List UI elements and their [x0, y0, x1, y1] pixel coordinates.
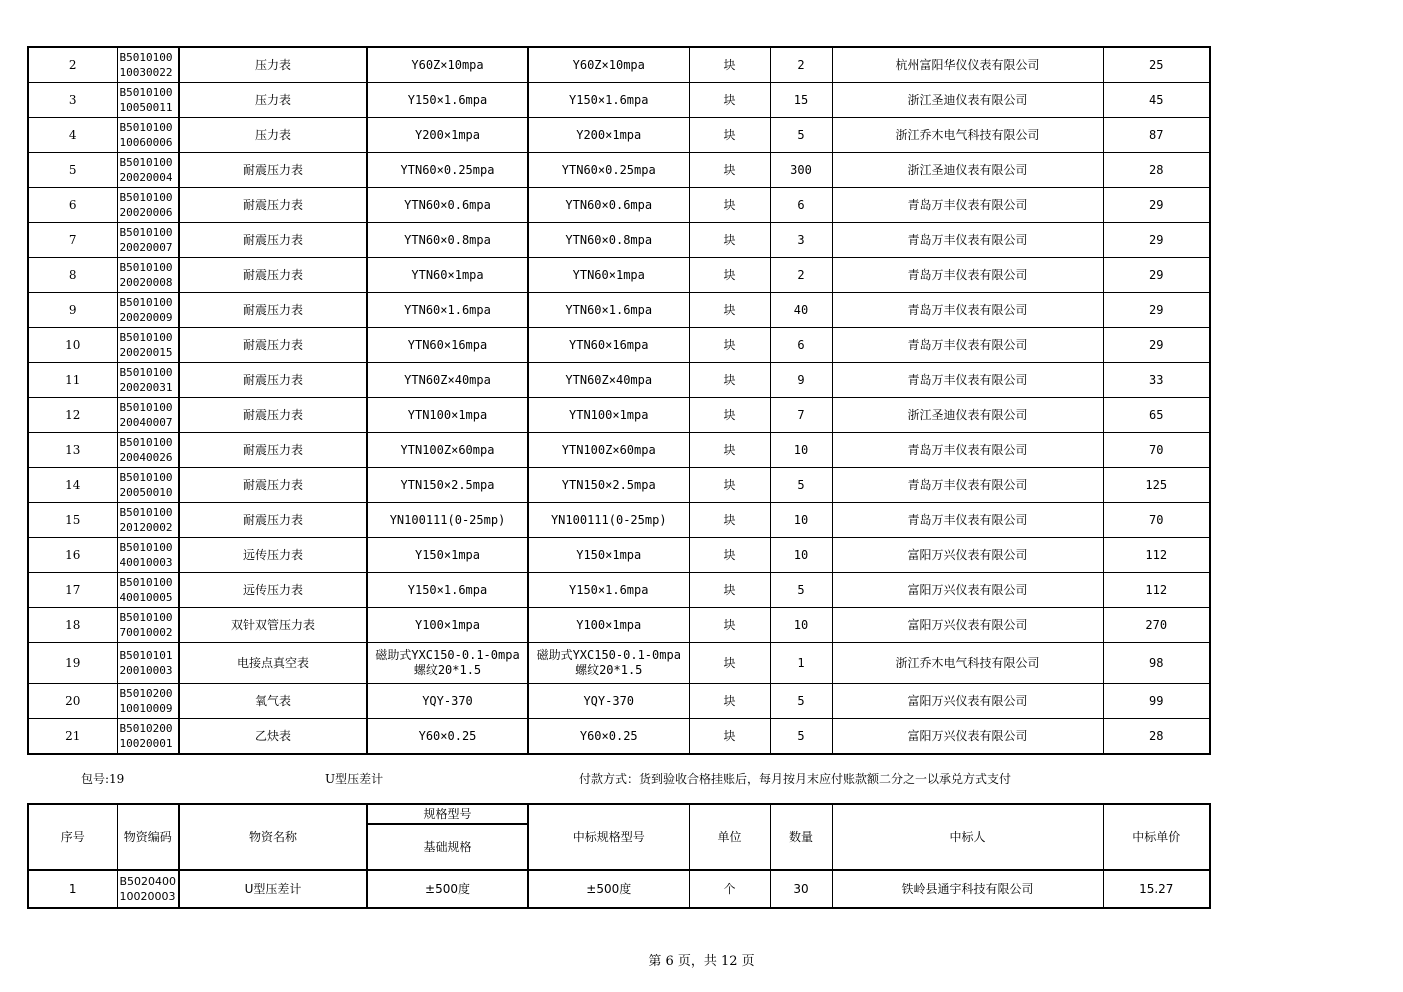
cell-no: 15 — [28, 503, 117, 538]
cell-unit: 块 — [689, 433, 770, 468]
header-qty: 数量 — [770, 804, 832, 870]
cell-qty: 5 — [770, 573, 832, 608]
cell-qty: 5 — [770, 719, 832, 755]
cell-unit: 块 — [689, 719, 770, 755]
cell-name: 耐震压力表 — [179, 153, 367, 188]
cell-code-part1: B5010200 — [119, 722, 173, 735]
cell-spec: YN100111(0-25mp) — [367, 503, 528, 538]
cell-winner: 青岛万丰仪表有限公司 — [832, 223, 1103, 258]
cell-qty: 2 — [770, 258, 832, 293]
cell-code-part1: B5010100 — [119, 121, 173, 134]
cell-spec: Y60Z×10mpa — [367, 47, 528, 83]
cell-code — [117, 258, 179, 293]
cell-qty: 7 — [770, 398, 832, 433]
cell-no: 8 — [28, 258, 117, 293]
cell-code-part1: B5010100 — [119, 296, 173, 309]
cell-qty: 300 — [770, 153, 832, 188]
cell-unit: 块 — [689, 538, 770, 573]
cell-code — [117, 293, 179, 328]
cell-spec: YQY-370 — [367, 684, 528, 719]
cell-price: 70 — [1103, 433, 1210, 468]
cell-winner: 青岛万丰仪表有限公司 — [832, 503, 1103, 538]
cell-name: 乙炔表 — [179, 719, 367, 755]
package-info — [0, 770, 1403, 788]
cell-name: 耐震压力表 — [179, 503, 367, 538]
cell-price: 33 — [1103, 363, 1210, 398]
cell-no: 2 — [28, 47, 117, 83]
cell-unit: 块 — [689, 608, 770, 643]
cell-no: 9 — [28, 293, 117, 328]
cell-code-part2: 20020015 — [119, 346, 173, 359]
cell-bid-spec: YTN100×1mpa — [528, 398, 689, 433]
cell-no: 17 — [28, 573, 117, 608]
cell-code-part1: B5010100 — [119, 366, 173, 379]
cell-unit: 块 — [689, 118, 770, 153]
cell-qty: 5 — [770, 684, 832, 719]
cell-name: 耐震压力表 — [179, 258, 367, 293]
cell-unit: 块 — [689, 47, 770, 83]
cell-price: 28 — [1103, 153, 1210, 188]
table-row — [28, 870, 1210, 908]
cell-code-part2: 10050011 — [119, 101, 173, 114]
cell-unit: 块 — [689, 153, 770, 188]
cell-code-part1: B5010100 — [119, 156, 173, 169]
cell-qty: 10 — [770, 503, 832, 538]
cell-no: 21 — [28, 719, 117, 755]
cell-spec: YTN60×16mpa — [367, 328, 528, 363]
cell-code — [117, 573, 179, 608]
cell-code-part2: 40010005 — [119, 591, 173, 604]
cell-spec: Y150×1mpa — [367, 538, 528, 573]
cell-winner: 富阳万兴仪表有限公司 — [832, 684, 1103, 719]
cell-price: 29 — [1103, 328, 1210, 363]
cell-unit: 块 — [689, 258, 770, 293]
cell-code — [117, 188, 179, 223]
header-no: 序号 — [28, 804, 117, 870]
header-price: 中标单价 — [1103, 804, 1210, 870]
cell-winner: 青岛万丰仪表有限公司 — [832, 258, 1103, 293]
cell-code — [117, 468, 179, 503]
cell-unit: 个 — [689, 870, 770, 908]
bid-results-table — [27, 46, 1211, 755]
cell-code-part1: B5010100 — [119, 506, 173, 519]
cell-no: 13 — [28, 433, 117, 468]
cell-winner: 富阳万兴仪表有限公司 — [832, 573, 1103, 608]
cell-code-part2: 10020003 — [119, 890, 176, 903]
cell-winner: 铁岭县通宇科技有限公司 — [832, 870, 1103, 908]
cell-price: 112 — [1103, 538, 1210, 573]
cell-bid-spec: 磁助式YXC150-0.1-0mpa 螺纹20*1.5 — [528, 643, 689, 684]
cell-code — [117, 398, 179, 433]
cell-code — [117, 433, 179, 468]
cell-code-part1: B5010100 — [119, 576, 173, 589]
cell-winner: 浙江乔木电气科技有限公司 — [832, 643, 1103, 684]
cell-price: 270 — [1103, 608, 1210, 643]
header-spec-group: 规格型号 — [367, 804, 528, 824]
table-row — [28, 293, 1210, 328]
cell-code-part1: B5010100 — [119, 401, 173, 414]
package-19-table — [27, 803, 1211, 909]
cell-bid-spec: Y150×1mpa — [528, 538, 689, 573]
cell-spec: YTN100Z×60mpa — [367, 433, 528, 468]
cell-unit: 块 — [689, 503, 770, 538]
cell-unit: 块 — [689, 293, 770, 328]
cell-no: 11 — [28, 363, 117, 398]
cell-winner: 青岛万丰仪表有限公司 — [832, 188, 1103, 223]
cell-bid-spec: YTN60×1mpa — [528, 258, 689, 293]
cell-no: 7 — [28, 223, 117, 258]
cell-code-part1: B5010200 — [119, 687, 173, 700]
cell-code — [117, 328, 179, 363]
cell-no: 18 — [28, 608, 117, 643]
table-row — [28, 188, 1210, 223]
cell-unit: 块 — [689, 643, 770, 684]
package-name: U型压差计 — [325, 772, 384, 786]
table-row — [28, 468, 1210, 503]
cell-bid-spec: YTN60×16mpa — [528, 328, 689, 363]
cell-code — [117, 608, 179, 643]
cell-code — [117, 153, 179, 188]
cell-code — [117, 47, 179, 83]
cell-winner: 浙江乔木电气科技有限公司 — [832, 118, 1103, 153]
cell-unit: 块 — [689, 328, 770, 363]
cell-unit: 块 — [689, 398, 770, 433]
cell-code-part1: B5010100 — [119, 86, 173, 99]
table-header-row — [28, 804, 1210, 824]
cell-winner: 青岛万丰仪表有限公司 — [832, 433, 1103, 468]
table-row — [28, 398, 1210, 433]
table-row — [28, 643, 1210, 684]
table-row — [28, 47, 1210, 83]
cell-no: 4 — [28, 118, 117, 153]
cell-code-part2: 20020007 — [119, 241, 173, 254]
cell-price: 125 — [1103, 468, 1210, 503]
cell-qty: 5 — [770, 118, 832, 153]
cell-spec: Y200×1mpa — [367, 118, 528, 153]
cell-bid-spec: Y60×0.25 — [528, 719, 689, 755]
cell-price: 87 — [1103, 118, 1210, 153]
cell-name: 压力表 — [179, 118, 367, 153]
cell-code — [117, 870, 179, 908]
cell-name: 压力表 — [179, 47, 367, 83]
cell-qty: 6 — [770, 188, 832, 223]
cell-code-part2: 20040026 — [119, 451, 173, 464]
cell-price: 99 — [1103, 684, 1210, 719]
table-row — [28, 719, 1210, 755]
table-row — [28, 153, 1210, 188]
cell-unit: 块 — [689, 83, 770, 118]
cell-code — [117, 538, 179, 573]
cell-unit: 块 — [689, 468, 770, 503]
table-row — [28, 83, 1210, 118]
cell-code-part1: B5010101 — [119, 649, 173, 662]
cell-price: 70 — [1103, 503, 1210, 538]
cell-winner: 浙江圣迪仪表有限公司 — [832, 398, 1103, 433]
cell-code — [117, 719, 179, 755]
table-row — [28, 573, 1210, 608]
header-bid-spec: 中标规格型号 — [528, 804, 689, 870]
cell-unit: 块 — [689, 573, 770, 608]
cell-bid-spec: Y100×1mpa — [528, 608, 689, 643]
cell-price: 65 — [1103, 398, 1210, 433]
cell-no: 5 — [28, 153, 117, 188]
cell-name: 耐震压力表 — [179, 433, 367, 468]
cell-name: 耐震压力表 — [179, 293, 367, 328]
cell-no: 6 — [28, 188, 117, 223]
table-row — [28, 503, 1210, 538]
cell-qty: 10 — [770, 538, 832, 573]
cell-price: 112 — [1103, 573, 1210, 608]
table-row — [28, 433, 1210, 468]
table-row — [28, 328, 1210, 363]
cell-price: 28 — [1103, 719, 1210, 755]
cell-winner: 浙江圣迪仪表有限公司 — [832, 83, 1103, 118]
cell-spec: YTN60×0.8mpa — [367, 223, 528, 258]
cell-no: 14 — [28, 468, 117, 503]
cell-no: 20 — [28, 684, 117, 719]
cell-winner: 青岛万丰仪表有限公司 — [832, 468, 1103, 503]
cell-price: 29 — [1103, 223, 1210, 258]
cell-name: 耐震压力表 — [179, 468, 367, 503]
cell-bid-spec: YTN100Z×60mpa — [528, 433, 689, 468]
cell-code-part2: 10030022 — [119, 66, 173, 79]
cell-bid-spec: YTN150×2.5mpa — [528, 468, 689, 503]
header-code: 物资编码 — [117, 804, 179, 870]
table-row — [28, 258, 1210, 293]
table-row — [28, 608, 1210, 643]
cell-price: 25 — [1103, 47, 1210, 83]
cell-bid-spec: YN100111(0-25mp) — [528, 503, 689, 538]
cell-code — [117, 118, 179, 153]
cell-qty: 9 — [770, 363, 832, 398]
header-unit: 单位 — [689, 804, 770, 870]
cell-name: 耐震压力表 — [179, 398, 367, 433]
page-footer: 第 6 页，共 12 页 — [648, 954, 755, 969]
cell-bid-spec: YTN60Z×40mpa — [528, 363, 689, 398]
cell-code-part1: B5010100 — [119, 611, 173, 624]
cell-code-part2: 20040007 — [119, 416, 173, 429]
cell-no: 16 — [28, 538, 117, 573]
cell-price: 29 — [1103, 188, 1210, 223]
cell-no: 3 — [28, 83, 117, 118]
cell-qty: 30 — [770, 870, 832, 908]
cell-qty: 6 — [770, 328, 832, 363]
cell-name: 耐震压力表 — [179, 363, 367, 398]
cell-name: 双针双管压力表 — [179, 608, 367, 643]
cell-code-part1: B5020400 — [119, 875, 177, 888]
cell-code-part2: 20020009 — [119, 311, 173, 324]
cell-qty: 40 — [770, 293, 832, 328]
cell-code-part2: 40010003 — [119, 556, 173, 569]
cell-name: 远传压力表 — [179, 573, 367, 608]
cell-qty: 15 — [770, 83, 832, 118]
cell-name: 远传压力表 — [179, 538, 367, 573]
cell-code — [117, 223, 179, 258]
cell-winner: 青岛万丰仪表有限公司 — [832, 293, 1103, 328]
table-row — [28, 538, 1210, 573]
cell-qty: 10 — [770, 608, 832, 643]
table-row — [28, 118, 1210, 153]
cell-bid-spec: ±500度 — [528, 870, 689, 908]
cell-spec: YTN60×0.6mpa — [367, 188, 528, 223]
cell-code — [117, 503, 179, 538]
cell-code-part1: B5010100 — [119, 541, 173, 554]
cell-no: 10 — [28, 328, 117, 363]
cell-spec: YTN60×1mpa — [367, 258, 528, 293]
cell-winner: 富阳万兴仪表有限公司 — [832, 608, 1103, 643]
table-row — [28, 684, 1210, 719]
cell-bid-spec: YTN60×0.6mpa — [528, 188, 689, 223]
cell-price: 29 — [1103, 293, 1210, 328]
cell-code-part2: 70010002 — [119, 626, 173, 639]
cell-code — [117, 363, 179, 398]
cell-winner: 青岛万丰仪表有限公司 — [832, 328, 1103, 363]
cell-bid-spec: Y150×1.6mpa — [528, 573, 689, 608]
cell-winner: 富阳万兴仪表有限公司 — [832, 719, 1103, 755]
cell-bid-spec: Y150×1.6mpa — [528, 83, 689, 118]
package-label: 包号:19 — [81, 772, 125, 786]
cell-price: 15.27 — [1103, 870, 1210, 908]
cell-code-part2: 10020001 — [119, 737, 173, 750]
cell-no: 19 — [28, 643, 117, 684]
cell-code-part2: 10010009 — [119, 702, 173, 715]
cell-name: 电接点真空表 — [179, 643, 367, 684]
cell-code-part2: 20020006 — [119, 206, 173, 219]
cell-code-part1: B5010100 — [119, 226, 173, 239]
cell-spec: YTN60Z×40mpa — [367, 363, 528, 398]
cell-spec: YTN60×0.25mpa — [367, 153, 528, 188]
table-row — [28, 223, 1210, 258]
header-name: 物资名称 — [179, 804, 367, 870]
cell-code-part2: 20020031 — [119, 381, 173, 394]
cell-name: U型压差计 — [179, 870, 367, 908]
cell-spec: Y150×1.6mpa — [367, 573, 528, 608]
cell-code-part2: 20020008 — [119, 276, 173, 289]
cell-unit: 块 — [689, 363, 770, 398]
cell-qty: 10 — [770, 433, 832, 468]
header-winner: 中标人 — [832, 804, 1103, 870]
cell-bid-spec: YTN60×0.8mpa — [528, 223, 689, 258]
cell-unit: 块 — [689, 684, 770, 719]
cell-name: 氧气表 — [179, 684, 367, 719]
cell-spec: YTN60×1.6mpa — [367, 293, 528, 328]
cell-code-part1: B5010100 — [119, 331, 173, 344]
cell-bid-spec: Y200×1mpa — [528, 118, 689, 153]
cell-winner: 富阳万兴仪表有限公司 — [832, 538, 1103, 573]
cell-name: 压力表 — [179, 83, 367, 118]
cell-price: 45 — [1103, 83, 1210, 118]
cell-code-part1: B5010100 — [119, 191, 173, 204]
cell-qty: 5 — [770, 468, 832, 503]
cell-spec: 磁助式YXC150-0.1-0mpa 螺纹20*1.5 — [367, 643, 528, 684]
cell-unit: 块 — [689, 188, 770, 223]
cell-code-part2: 20020004 — [119, 171, 173, 184]
cell-name: 耐震压力表 — [179, 223, 367, 258]
payment-terms: 付款方式：货到验收合格挂账后，每月按月末应付账款额二分之一以承兑方式支付 — [579, 772, 1012, 786]
cell-bid-spec: Y60Z×10mpa — [528, 47, 689, 83]
cell-code — [117, 83, 179, 118]
cell-code — [117, 643, 179, 684]
cell-spec: Y60×0.25 — [367, 719, 528, 755]
cell-price: 29 — [1103, 258, 1210, 293]
cell-code-part2: 20120002 — [119, 521, 173, 534]
cell-code-part1: B5010100 — [119, 51, 173, 64]
cell-spec: YTN100×1mpa — [367, 398, 528, 433]
cell-code-part2: 20050010 — [119, 486, 173, 499]
cell-code-part2: 10060006 — [119, 136, 173, 149]
cell-spec: YTN150×2.5mpa — [367, 468, 528, 503]
cell-qty: 1 — [770, 643, 832, 684]
cell-spec: Y150×1.6mpa — [367, 83, 528, 118]
cell-qty: 2 — [770, 47, 832, 83]
cell-winner: 青岛万丰仪表有限公司 — [832, 363, 1103, 398]
cell-bid-spec: YQY-370 — [528, 684, 689, 719]
table-row — [28, 363, 1210, 398]
cell-spec: Y100×1mpa — [367, 608, 528, 643]
cell-code-part2: 20010003 — [119, 664, 173, 677]
cell-spec: ±500度 — [367, 870, 528, 908]
header-base-spec: 基础规格 — [367, 824, 528, 870]
cell-code — [117, 684, 179, 719]
cell-name: 耐震压力表 — [179, 188, 367, 223]
cell-qty: 3 — [770, 223, 832, 258]
cell-name: 耐震压力表 — [179, 328, 367, 363]
cell-winner: 浙江圣迪仪表有限公司 — [832, 153, 1103, 188]
cell-winner: 杭州富阳华仪仪表有限公司 — [832, 47, 1103, 83]
cell-code-part1: B5010100 — [119, 261, 173, 274]
cell-code-part1: B5010100 — [119, 471, 173, 484]
cell-bid-spec: YTN60×1.6mpa — [528, 293, 689, 328]
cell-code-part1: B5010100 — [119, 436, 173, 449]
cell-bid-spec: YTN60×0.25mpa — [528, 153, 689, 188]
cell-unit: 块 — [689, 223, 770, 258]
cell-price: 98 — [1103, 643, 1210, 684]
cell-no: 12 — [28, 398, 117, 433]
cell-no: 1 — [28, 870, 117, 908]
